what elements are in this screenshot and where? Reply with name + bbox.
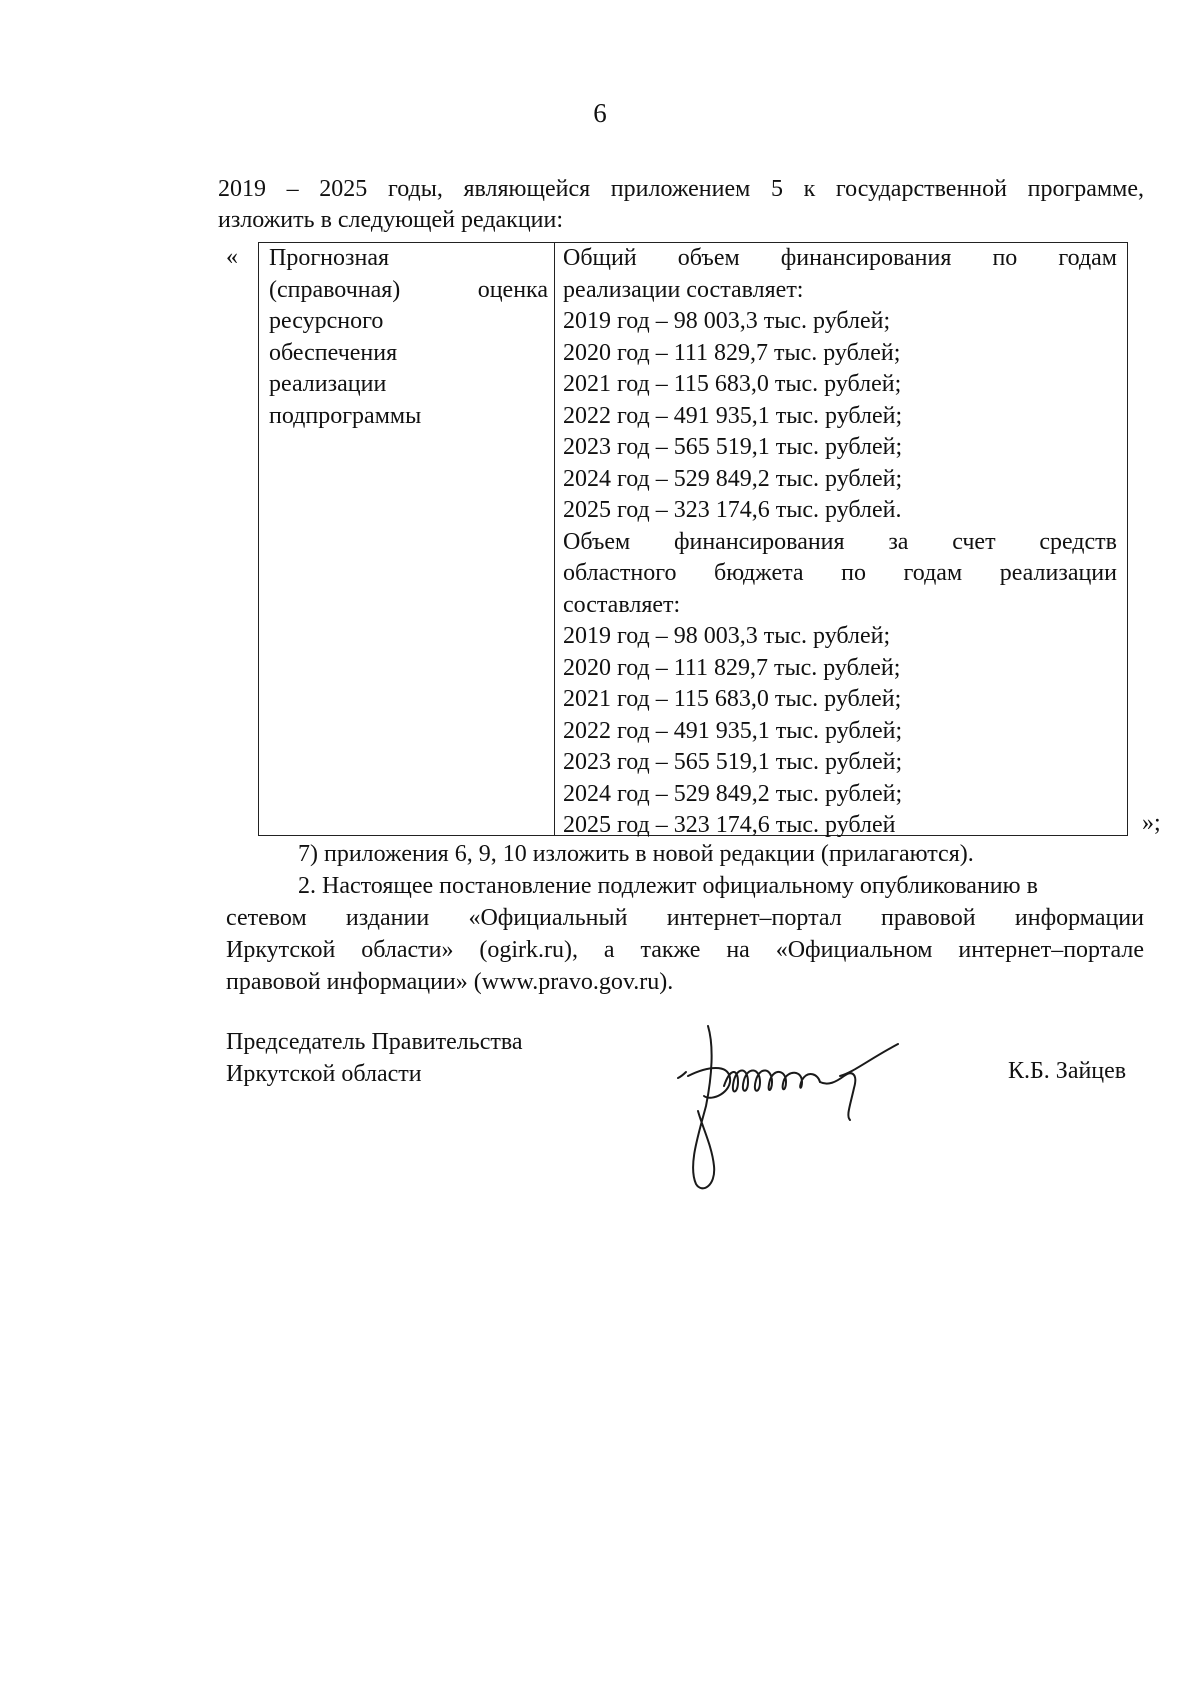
regional-year-line: 2025 год – 323 174,6 тыс. рублей [563,812,896,838]
paragraph-2-line: 2. Настоящее постановление подлежит официальному опубликованию в [298,873,1038,899]
regional-year-line: 2022 год – 491 935,1 тыс. рублей; [563,717,903,744]
page-number: 6 [593,98,607,128]
signer-title-line: Иркутской области [226,1061,422,1087]
financing-table [258,242,1128,836]
label-row: подпрограммы [269,402,422,429]
regional-intro-line: областного бюджета по годам реализации [563,560,1117,586]
handwritten-signature [668,1016,968,1196]
label-row: реализации [269,371,387,397]
total-year-line: 2025 год – 323 174,6 тыс. рублей. [563,497,902,523]
regional-year-line: 2023 год – 565 519,1 тыс. рублей; [563,749,903,775]
signer-title [226,1026,523,1090]
total-year-line: 2024 год – 529 849,2 тыс. рублей; [563,465,903,492]
table-value-cell [555,243,1127,838]
total-intro-line: реализации составляет: [563,276,804,303]
label-row: (справочная) оценка [269,276,548,303]
total-year-line: 2022 год – 491 935,1 тыс. рублей; [563,402,903,429]
intro-line-1: 2019 – 2025 годы, являющейся приложением 5 к государственной программе, [218,176,1144,202]
total-year-line: 2020 год – 111 829,7 тыс. рублей; [563,339,901,366]
total-year-line: 2019 год – 98 003,3 тыс. рублей; [563,308,891,334]
body-paragraphs [226,838,1144,998]
regional-intro-line: Объем финансирования за счет средств [563,528,1117,555]
regional-year-line: 2021 год – 115 683,0 тыс. рублей; [563,686,902,712]
regional-year-line: 2020 год – 111 829,7 тыс. рублей; [563,654,901,681]
paragraph-2-line: Иркутской области» (ogirk.ru), а также на «Официальном интернет–портале [226,937,1144,963]
opening-quote-mark: « [226,244,238,270]
signer-name: К.Б. Зайцев [1008,1058,1127,1084]
label-row: ресурсного [269,308,384,334]
intro-line-2: изложить в следующей редакции: [218,207,564,233]
signer-title-line: Председатель Правительства [226,1029,523,1055]
item-7: 7) приложения 6, 9, 10 изложить в новой редакции (прилагаются). [298,841,974,867]
regional-year-line: 2019 год – 98 003,3 тыс. рублей; [563,623,891,649]
paragraph-2-line: сетевом издании «Официальный интернет–портал правовой информации [226,905,1144,931]
total-year-line: 2021 год – 115 683,0 тыс. рублей; [563,371,902,397]
total-intro-line: Общий объем финансирования по годам [563,245,1117,271]
regional-year-line: 2024 год – 529 849,2 тыс. рублей; [563,780,903,807]
paragraph-2-line: правовой информации» (www.pravo.gov.ru). [226,969,674,995]
label-row: Прогнозная [269,245,390,271]
table-label-cell [259,243,555,835]
closing-quote-mark: »; [1142,810,1161,836]
label-row: обеспечения [269,339,398,366]
intro-paragraph [218,174,1144,236]
regional-intro-line: составляет: [563,591,681,618]
total-year-line: 2023 год – 565 519,1 тыс. рублей; [563,434,903,460]
